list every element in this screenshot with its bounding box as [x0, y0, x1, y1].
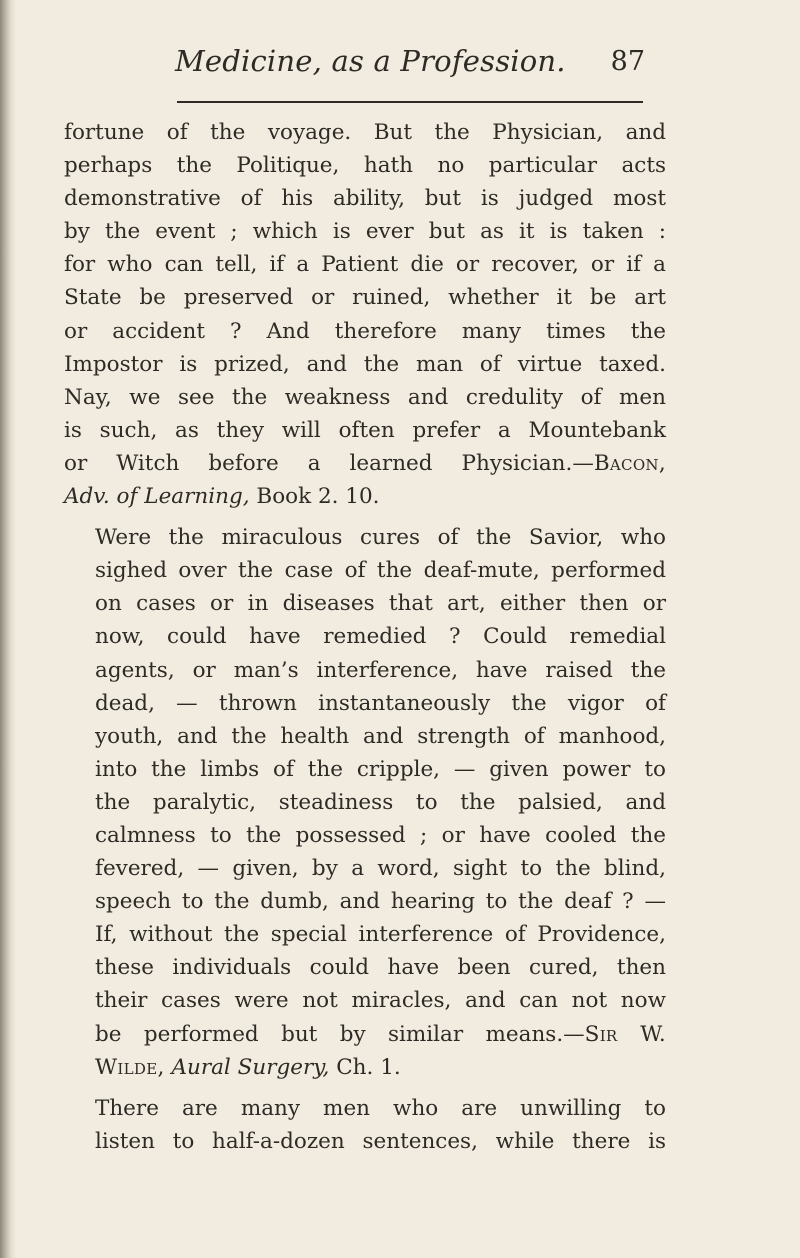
text-line: There are many men who are unwilling to [95, 1095, 666, 1121]
text-line: dead, — thrown instantaneously the vigor of [95, 690, 666, 716]
text-line: perhaps the Politique, hath no particular acts [64, 153, 666, 179]
line-text: be performed but by similar means.— [95, 1021, 585, 1047]
text-line: agents, or man’s interference, have raised the [95, 657, 666, 683]
attribution-line [64, 480, 666, 513]
quotation-bacon [64, 116, 666, 513]
text-line: for who can tell, if a Patient die or recover, or if a [64, 252, 666, 278]
text-line: the paralytic, steadiness to the palsied, and [95, 789, 666, 815]
text-line: or accident ? And therefore many times the [64, 318, 666, 344]
text-line: Impostor is prized, and the man of virtue taxed. [64, 351, 666, 377]
text-line: fortune of the voyage. But the Physician, and [64, 120, 666, 145]
page-number: 87 [610, 46, 645, 77]
text-line: Nay, we see the weakness and credulity of men [64, 384, 666, 410]
attribution-reference: Book 2. 10. [249, 484, 380, 510]
text-line: demonstrative of his ability, but is judged most [64, 186, 666, 212]
binding-gutter-shadow [0, 0, 16, 1258]
text-line: calmness to the possessed ; or have cooled the [95, 822, 666, 848]
paragraph [64, 1092, 666, 1158]
text-line: If, without the special interference of Providence, [95, 922, 666, 948]
quotation-wilde [64, 521, 666, 1084]
text-line: now, could have remedied ? Could remedial [95, 624, 666, 650]
attribution-line [64, 1051, 666, 1084]
text-line: speech to the dumb, and hearing to the deaf ? — [95, 889, 666, 915]
text-line: youth, and the health and strength of manhood, [95, 723, 666, 749]
attribution-work: Adv. of Learning, [64, 484, 250, 510]
running-title: Medicine, as a Profession. [175, 44, 566, 78]
text-line: on cases or in diseases that art, either then or [95, 591, 666, 617]
attribution-author: Wilde, [95, 1054, 165, 1080]
text-line: by the event ; which is ever but as it is taken : [64, 219, 666, 245]
text-line: these individuals could have been cured, then [95, 955, 666, 981]
text-line: into the limbs of the cripple, — given power to [95, 756, 666, 782]
attribution-work: Aural Surgery, [171, 1054, 330, 1080]
text-line: fevered, — given, by a word, sight to the blind, [95, 856, 666, 882]
attribution-prefix: Sir W. [584, 1021, 666, 1047]
body-text [64, 116, 666, 1158]
text-line: listen to half-a-dozen sentences, while there is [95, 1128, 666, 1154]
text-line: is such, as they will often prefer a Mountebank [64, 417, 666, 443]
text-line: State be preserved or ruined, whether it be art [64, 285, 666, 311]
attribution-author: Bacon, [593, 450, 666, 476]
text-line: their cases were not miracles, and can not now [95, 988, 666, 1014]
running-head [175, 44, 645, 92]
line-text: or Witch before a learned Physician.— [64, 450, 594, 476]
text-line: Were the miraculous cures of the Savior, who [95, 525, 666, 551]
text-line: sighed over the case of the deaf-mute, performed [95, 558, 666, 584]
text-line [64, 447, 666, 480]
header-rule [177, 101, 643, 103]
attribution-reference: Ch. 1. [329, 1054, 401, 1080]
text-line [64, 1018, 666, 1051]
